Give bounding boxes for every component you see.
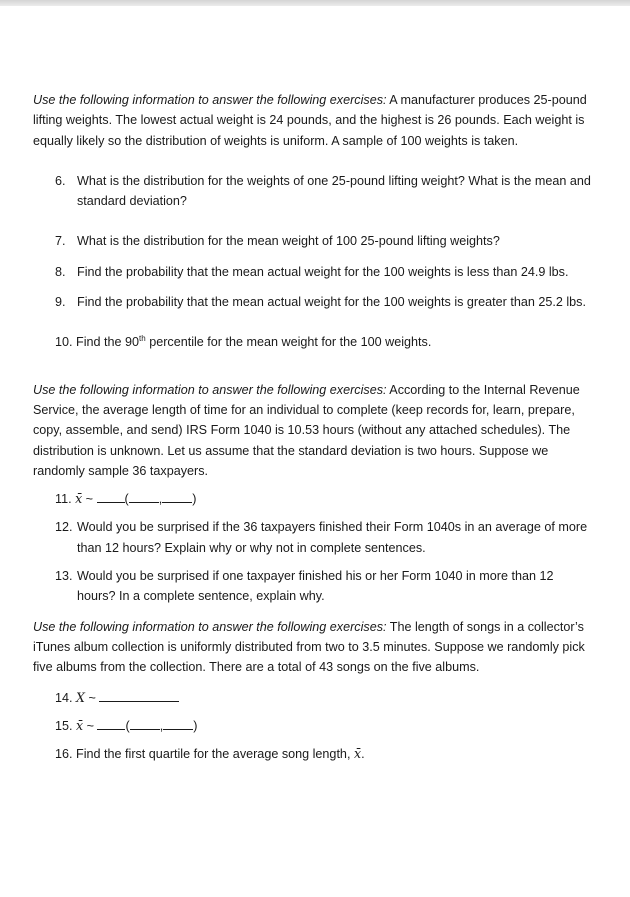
question-15-number: 15. (55, 718, 73, 733)
question-16 (33, 744, 593, 764)
question-11-tilde: ~ (82, 492, 97, 507)
question-8 (33, 262, 593, 282)
question-15-blank-mean[interactable] (130, 717, 160, 730)
question-10 (33, 332, 593, 352)
question-10-sup: th (139, 334, 146, 344)
section3-intro (33, 617, 593, 678)
question-11-comma: , (158, 492, 163, 507)
question-14-symbol: X (76, 689, 85, 705)
question-7-number: 7. (55, 234, 66, 249)
question-15-comma: , (159, 718, 164, 733)
question-11-symbol: x̄ (75, 491, 83, 507)
question-9-number: 9. (55, 295, 66, 310)
question-15-close: ) (193, 718, 198, 733)
question-10-before: Find the 90 (76, 335, 140, 350)
question-15 (33, 716, 593, 736)
document-page (33, 90, 593, 764)
section3-text: The length of songs in a collector’s iTunes album collection is uniformly distributed from two to 3.5 minutes. Suppose we randomly pick five albums from the collection. There are a total of 43 songs on the five albums. (33, 619, 585, 675)
question-14 (33, 688, 593, 708)
question-7 (33, 231, 593, 251)
question-16-symbol: x̄ (353, 746, 362, 762)
question-11-open: ( (124, 492, 129, 507)
question-12-number: 12. (55, 520, 73, 535)
question-13 (33, 566, 593, 607)
question-15-tilde: ~ (83, 718, 98, 733)
section3-lead: Use the following information to answer the following exercises: (33, 619, 387, 634)
question-11-blank-sd[interactable] (162, 490, 192, 503)
question-6 (33, 171, 593, 212)
question-9-text: Find the probability that the mean actual weight for the 100 weights is greater than 25.2 lbs. (77, 295, 586, 310)
question-15-open: ( (125, 718, 130, 733)
question-14-tilde: ~ (84, 690, 100, 705)
section1-text: A manufacturer produces 25-pound lifting weights. The lowest actual weight is 24 pounds, and the highest is 26 pounds. Each weight is equally likely so the distribution of weights is uniform. A sample of 100 weights is taken. (33, 93, 587, 148)
section1-lead: Use the following information to answer the following exercises: (33, 93, 387, 107)
question-13-number: 13. (55, 569, 73, 584)
question-10-number: 10. (55, 335, 73, 350)
question-11-close: ) (192, 492, 197, 507)
question-14-text (55, 688, 593, 708)
question-12 (33, 517, 593, 558)
section2-text: According to the Internal Revenue Service, the average length of time for an individual to complete (keep records for, learn, prepare, copy, assemble, and send) IRS Form 1040 is 10.53 hours (without any attached schedules). The distribution is unknown. Let us assume that the standard deviation is two hours. Suppose we randomly sample 36 taxpayers. (33, 382, 580, 478)
question-16-text (55, 744, 593, 764)
question-8-text: Find the probability that the mean actual weight for the 100 weights is less than 24.9 lbs. (77, 264, 569, 279)
question-15-text (55, 716, 593, 736)
question-11 (33, 489, 593, 509)
question-9 (33, 292, 593, 312)
section2-lead: Use the following information to answer the following exercises: (33, 382, 387, 397)
question-11-text (55, 489, 593, 509)
question-11-number: 11. (55, 492, 72, 507)
question-16-body: Find the first quartile for the average song length, (76, 747, 354, 762)
question-15-blank-distribution[interactable] (97, 717, 125, 730)
question-14-blank[interactable] (99, 689, 179, 702)
question-10-text (55, 332, 593, 352)
section2-intro (33, 380, 593, 481)
question-15-symbol: x̄ (76, 717, 84, 733)
question-16-number: 16. (55, 747, 73, 762)
question-16-end: . (361, 747, 365, 762)
question-10-after: percentile for the mean weight for the 100 weights. (145, 335, 432, 350)
question-11-blank-distribution[interactable] (97, 490, 125, 503)
question-7-text: What is the distribution for the mean weight of 100 25-pound lifting weights? (77, 234, 500, 249)
question-6-text: What is the distribution for the weights of one 25-pound lifting weight? What is the mean and standard deviation? (77, 173, 591, 209)
window-top-edge (0, 0, 630, 6)
question-15-blank-sd[interactable] (163, 717, 193, 730)
question-11-blank-mean[interactable] (129, 490, 159, 503)
question-14-number: 14. (55, 690, 73, 705)
section1-intro (33, 90, 593, 151)
question-6-number: 6. (55, 173, 66, 188)
question-12-text: Would you be surprised if the 36 taxpayers finished their Form 1040s in an average of more than 12 hours? Explain why or why not in complete sentences. (77, 520, 588, 555)
question-13-text: Would you be surprised if one taxpayer finished his or her Form 1040 in more than 12 hours? In a complete sentence, explain why. (77, 569, 554, 604)
question-8-number: 8. (55, 264, 66, 279)
